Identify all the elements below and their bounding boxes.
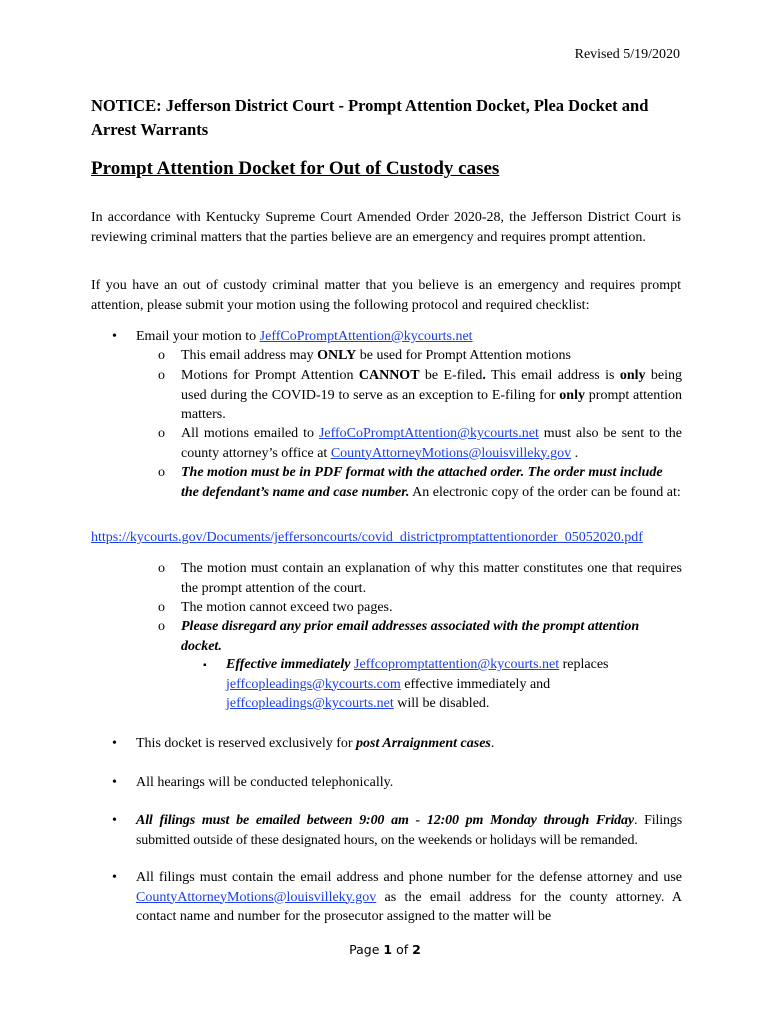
page-total: 2 — [412, 942, 421, 957]
circle-bullet-icon: o — [158, 561, 165, 576]
circle-bullet-icon: o — [158, 426, 165, 441]
circle-bullet-icon: o — [158, 600, 165, 615]
county-attorney-email-link[interactable]: CountyAttorneyMotions@louisvilleky.gov — [330, 445, 572, 461]
bullet-icon: • — [112, 870, 117, 885]
bullet-icon: • — [112, 736, 117, 751]
bullet-icon: • — [112, 775, 117, 790]
revised-date: Revised 5/19/2020 — [574, 47, 680, 62]
jeffco-pleadings-com-link[interactable]: jeffcopleadings@kycourts.com — [226, 676, 401, 692]
page-footer: Page 1 of 2 — [349, 942, 421, 957]
circle-bullet-icon: o — [158, 348, 165, 363]
order-pdf-link[interactable]: https://kycourts.gov/Documents/jeffersoncourts/covid_districtpromptattentionorder_05052020.pdf — [91, 530, 643, 545]
section-heading: Prompt Attention Docket for Out of Custody cases — [91, 158, 500, 179]
jeffoco-email-link[interactable]: JeffoCoPromptAttention@kycourts.net — [318, 426, 539, 441]
jeffco-prompt-email-link[interactable]: Jeffcopromptattention@kycourts.net — [354, 657, 560, 672]
bullet-icon: • — [112, 329, 117, 344]
circle-bullet-icon: o — [158, 368, 165, 383]
notice-title: NOTICE: Jefferson District Court - Prompt Attention Docket, Plea Docket and Arrest Warrants — [91, 96, 649, 139]
square-bullet-icon: ▪ — [203, 660, 207, 671]
county-attorney-email-link-2[interactable]: CountyAttorneyMotions@louisvilleky.gov — [136, 889, 377, 905]
circle-bullet-icon: o — [158, 465, 165, 480]
bullet-icon: • — [112, 813, 117, 828]
prompt-attention-email-link[interactable]: JeffCoPromptAttention@kycourts.net — [259, 329, 473, 344]
document-page: Revised 5/19/2020 NOTICE: Jefferson District Court - Prompt Attention Docket, Plea Docket and Arrest Warrants Prompt Attention Docket for Out of Custody cases In accordance with Kentucky Supreme Court Amended Order 2020-28, the Jefferson District Court is reviewing criminal matters that the parties believe are an emergency and requires prompt attention. If you have an out of custody criminal matter that you believe is an emergency and requires prompt attention, please submit your motion using the following protocol and required checklist: • Email your motion to JeffCoPromptAttention@kycourts.net o This email address may ONLY be used for Prompt Attention motions o Motions for Prompt Attention CANNOT be E-filed. This email address is only being used during the COVID-19 to serve as an exception to E-filing for only prompt attention matters. o All motions emailed to JeffoCoPromptAttention@kycourts.net must also be sent to the county attorney’s office at CountyAttorneyMotions@louisvilleky.gov . o The motion must be in PDF format with the attached order. The order must include the defendant’s name and case number. An electronic copy of the order can be found at: https://kycourts.gov/Documents/jeffersoncourts/covid_districtpromptattentionorder_05052020.pdf o The motion must contain an explanation of why this matter constitutes one that requires the prompt attention of the court. o The motion cannot exceed two pages. o Please disregard any prior email addresses associated with the prompt attention docket. ▪ Effective immediately Jeffcopromptattention@kycourts.net replaces jeffcopleadings@kycourts.com effective immediately and jeffcopleadings@kycourts.net will be disabled. • This docket is reserved exclusively for post Arraignment cases. • All hearings will be conducted telephonically. • All filings must be emailed between 9:00 am - 12:00 pm Monday through Friday. Filings submitted outside of these designated hours, on the weekends or holidays will be remanded. • All filings must contain the email address and phone number for the defense attorney and use CountyAttorneyMotions@louisvilleky.gov as the email address for the county attorney. A contact name and number for the prosecutor assigned to the matter will be Page 1 of 2 — [0, 0, 770, 1024]
page-number: 1 — [383, 942, 393, 957]
circle-bullet-icon: o — [158, 619, 165, 634]
protocol-paragraph: If you have an out of custody criminal matter that you believe is an emergency and requires prompt attention, please submit your motion using the following protocol and required checklist: — [91, 278, 681, 313]
intro-paragraph: In accordance with Kentucky Supreme Court Amended Order 2020-28, the Jefferson District Court is reviewing criminal matters that the parties believe are an emergency and requires prompt attention. — [91, 210, 681, 245]
jeffco-pleadings-net-link[interactable]: jeffcopleadings@kycourts.net — [226, 696, 394, 711]
